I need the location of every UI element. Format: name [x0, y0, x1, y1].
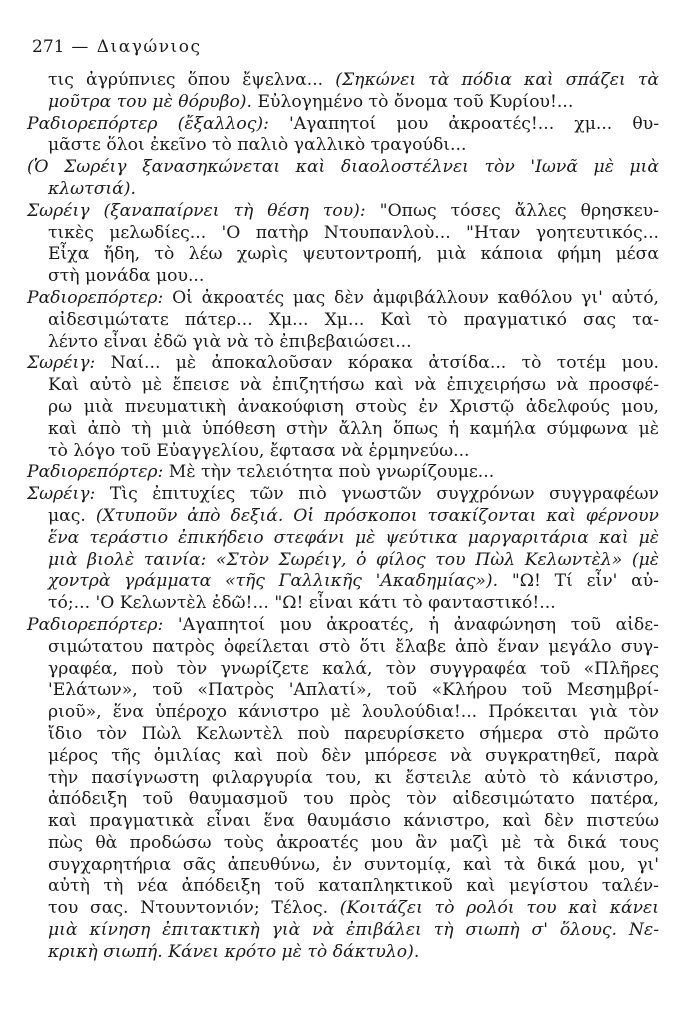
italic-text: Σωρέιγ: [27, 484, 96, 505]
roman-text: Ναί... μὲ ἀποκαλοῦσαν κόρακα ἀτσίδα... τὸ τοτέμ μου. [95, 353, 659, 374]
italic-text: ἕνα τεράστιο ἐπικήδειο στεφάνι μὲ ψεύτικα μαργαριτάρια καὶ μὲ [48, 527, 659, 548]
roman-text: ἀπόδειξη τοῦ θαυμασμοῦ του πρὸς τὸν αἰδεσιμώτατο πατέρα, [48, 789, 659, 810]
body-text [27, 70, 659, 964]
roman-text: συγχαρητήρια σᾶς ἀπευθύνω, ἐν συντομίᾳ, καὶ τὰ δικά μου, γι' [48, 854, 659, 875]
roman-text: του σας. Ντουντονιόν; Τέλος. [48, 898, 340, 919]
text-line [27, 201, 659, 223]
text-line [27, 571, 659, 593]
text-line [27, 70, 659, 92]
roman-text: τις ἀγρύπνιες ὅπου ἔψελνα... [48, 70, 336, 90]
roman-text: "Οπως τόσες ἄλλες θρησκευ- [365, 200, 659, 221]
roman-text: Εἶχα ἤδη, τὸ λέω χωρὶς ψευτοντροπή, μιὰ κάποια φήμη μέσα [48, 244, 659, 265]
text-line [27, 593, 659, 615]
roman-text: "Ω! Τί εἶν' αὐ- [498, 571, 659, 592]
italic-text: Σωρέιγ: [27, 353, 96, 374]
roman-text: ρω μιὰ πνευματικὴ ἀνακούφιση στοὺς ἐν Χριστῷ ἀδελφούς μου, [48, 396, 659, 417]
roman-text: καὶ πραγματικὰ εἶναι ἕνα θαυμάσιο κάνιστρο, καὶ δὲν πιστεύω [48, 811, 659, 832]
text-line [27, 332, 659, 354]
italic-text: χοντρὰ γράμματα «τῆς Γαλλικῆς 'Ακαδημίας»). [48, 571, 499, 592]
text-line [27, 397, 659, 419]
roman-text: 'Ελάτων», τοῦ «Πατρὸς 'Απλατί», τοῦ «Κλήρου τοῦ Μεσημβρί- [48, 680, 659, 701]
roman-text: Τὶς ἐπιτυχίες τῶν πιὸ γνωστῶν συγχρόνων συγγραφέων [95, 484, 659, 505]
text-line [27, 462, 659, 484]
roman-text: τὴν πασίγνωστη φιλαργυρία του, κι ἔστειλε αὐτὸ τὸ κάνιστρο, [48, 767, 659, 788]
text-line [27, 353, 659, 375]
roman-text: 'Αγαπητοί μου ἀκροατές, ἡ ἀναφώνηση τοῦ αἰδε- [163, 614, 659, 635]
text-line [27, 680, 659, 702]
page-number: 271 [32, 37, 65, 57]
text-line [27, 920, 659, 942]
text-line [27, 288, 659, 310]
text-line [27, 92, 659, 114]
roman-text: μᾶστε ὅλοι ἐκεῖνο τὸ παλιὸ γαλλικὸ τραγούδι... [48, 135, 467, 156]
text-line [27, 855, 659, 877]
running-header [32, 37, 201, 57]
header-dash: — [71, 37, 90, 57]
italic-text: Ραδιορεπόρτερ: [27, 462, 164, 483]
text-line [27, 310, 659, 332]
roman-text: Εὐλογημένο τὸ ὄνομα τοῦ Κυρίου!... [251, 91, 574, 112]
italic-text: Σωρέιγ (ξαναπαίρνει τὴ θέση του): [27, 200, 366, 221]
italic-text: (Κοιτάζει τὸ ρολόι του καὶ κάνει [339, 898, 659, 919]
roman-text: καὶ ἀπὸ τὴ μιὰ ὑπόθεση στὴν ἄλλη ὅπως ἡ καμήλα σύμφωνα μὲ [48, 418, 659, 439]
roman-text: τὸ λόγο τοῦ Εὐαγγελίου, ἔφτασα νὰ ἑρμηνεύω... [48, 440, 470, 461]
text-line [27, 615, 659, 637]
text-line [27, 266, 659, 288]
text-line [27, 419, 659, 441]
roman-text: μέρος τῆς ὁμιλίας καὶ ποὺ δὲν μπόρεσε νὰ συγκρατηθεῖ, παρὰ [48, 745, 659, 766]
roman-text: Μὲ τὴν τελειότητα ποὺ γνωρίζουμε... [163, 462, 495, 483]
text-line [27, 157, 659, 179]
roman-text: τό;... 'Ο Κελωντὲλ ἐδῶ!... "Ω! εἶναι κάτι τὸ φανταστικό!... [48, 593, 556, 614]
roman-text: πὼς θὰ προδώσω τοὺς ἀκροατές μου ἂν μαζὶ μὲ τὰ δικά τους [48, 832, 659, 853]
roman-text: αὐτὴ τὴ νέα ἀπόδειξη τοῦ καταπληκτικοῦ καὶ μεγίστου ταλέν- [48, 876, 659, 897]
text-line [27, 506, 659, 528]
text-line [27, 637, 659, 659]
text-line [27, 724, 659, 746]
roman-text: γραφέα, ποὺ τὸν γνωρίζετε καλά, τὸν συγγραφέα τοῦ «Πλῆρες [48, 658, 659, 679]
text-line [27, 114, 659, 136]
roman-text: μας. [48, 505, 96, 526]
text-line [27, 702, 659, 724]
italic-text: κλωτσιά). [48, 178, 136, 199]
roman-text: Οἱ ἀκροατές μας δὲν ἀμφιβάλλουν καθόλου γι' αὐτό, [163, 287, 659, 308]
text-line [27, 179, 659, 201]
roman-text: 'Αγαπητοί μου ἀκροατές!... χμ... θυ- [268, 113, 659, 134]
italic-text: Ραδιορεπόρτερ (ἔξαλλος): [27, 113, 269, 134]
roman-text: ἴδιο τὸν Πὼλ Κελωντὲλ ποὺ παρευρίσκετο σήμερα στὸ πρῶτο [48, 723, 659, 744]
italic-text: μοῦτρα του μὲ θόρυβο). [48, 91, 252, 112]
text-line [27, 441, 659, 463]
text-line [27, 223, 659, 245]
roman-text: αἰδεσιμώτατε πάτερ... Χμ... Χμ... Καὶ τὸ πραγματικό σας τα- [48, 309, 659, 330]
text-line [27, 811, 659, 833]
italic-text: μιὰ κίνηση ἐπιτακτικὴ γιὰ νὰ ἐπιβάλει τὴ σιωπὴ σ' ὅλους. Νε- [48, 920, 659, 941]
italic-text: (Σηκώνει τὰ πόδια καὶ σπάζει τὰ [335, 70, 659, 90]
running-title: Διαγώνιος [96, 37, 202, 57]
text-line [27, 484, 659, 506]
text-line [27, 942, 659, 964]
italic-text: Ραδιορεπόρτερ: [27, 614, 164, 635]
text-line [27, 375, 659, 397]
roman-text: στὴ μονάδα μου... [48, 266, 205, 287]
roman-text: σιμώτατου πατρὸς ὀφείλεται στὸ ὅτι ἔλαβε ἀπὸ ἕναν μεγάλο συγ- [48, 636, 659, 657]
text-line [27, 833, 659, 855]
text-line [27, 659, 659, 681]
roman-text: λέντο εἶναι ἐδῶ γιὰ νὰ τὸ ἐπιβεβαιώσει... [48, 331, 412, 352]
text-line [27, 244, 659, 266]
text-line [27, 768, 659, 790]
italic-text: Ραδιορεπόρτερ: [27, 287, 164, 308]
roman-text: Καὶ αὐτὸ μὲ ἔπεισε νὰ ἐπιζητήσω καὶ νὰ ἐπιχειρήσω νὰ προσφέ- [48, 375, 659, 396]
italic-text: μιὰ βιολὲ ταινία: «Στὸν Σωρέιγ, ὁ φίλος του Πὼλ Κελωντὲλ» (μὲ [48, 549, 659, 570]
text-line [27, 789, 659, 811]
text-line [27, 898, 659, 920]
text-line [27, 135, 659, 157]
text-line [27, 550, 659, 572]
italic-text: (Χτυποῦν ἀπὸ δεξιά. Οἱ πρόσκοποι τσακίζονται καὶ φέρνουν [95, 505, 659, 526]
text-line [27, 528, 659, 550]
roman-text: τικὲς μελωδίες... 'Ο πατὴρ Ντουπανλοὺ... "Ηταν γοητευτικός... [48, 222, 659, 243]
text-line [27, 876, 659, 898]
roman-text: ριοῦ», ἕνα ὑπέροχο κάνιστρο μὲ λουλούδια!... Πρόκειται γιὰ τὸν [48, 702, 659, 723]
italic-text: (Ὁ Σωρέιγ ξανασηκώνεται καὶ διαολοστέλνει τὸν 'Ιωνᾶ μὲ μιὰ [27, 157, 659, 178]
italic-text: κρικὴ σιωπή. Κάνει κρότο μὲ τὸ δάκτυλο). [48, 941, 420, 962]
text-line [27, 746, 659, 768]
